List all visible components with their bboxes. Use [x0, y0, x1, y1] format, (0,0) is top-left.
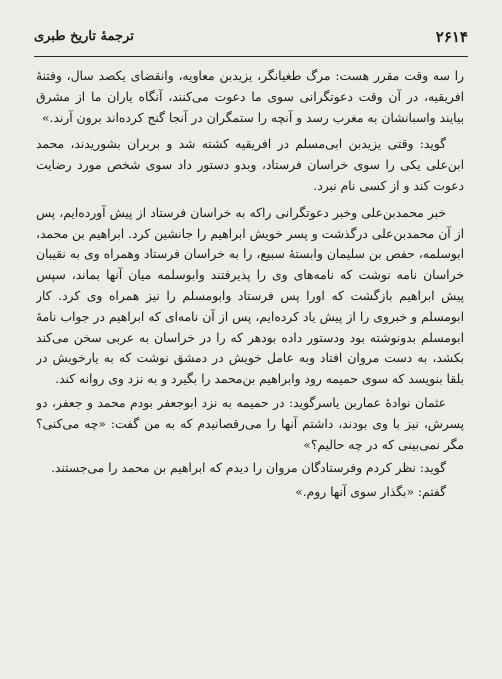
paragraph: گوید: وقتی یزیدبن ابی‌مسلم در افریقیه کشته شد و بربران بشوریدند، محمد ابن‌علی یکی را سوی خراسان فرستاد، وبدو دستور داد سوی شخص مورد رضایت دعوت کند و از کسی نام نبرد.: [36, 137, 464, 193]
body-text: [36, 66, 464, 671]
paragraph: گفتم: «بگذار سوی آنها روم.»: [295, 485, 446, 500]
paragraph: را سه وقت مقرر هست: مرگ طغیانگر، یزیدبن معاویه، وانقضای یکصد سال، وفتنهٔ افریقیه، در آن وقت دعوتگرانی سوی ما دعوت می‌کنند، آنگاه یاران ما از مشرق بیایند واسبانشان به مغرب رسد و آنچه را ستمگران در آنجا گنج کرده‌اند برون آرند.»: [36, 69, 464, 125]
page-header: [34, 22, 468, 52]
paragraph: گوید: نظر کردم وفرستادگان مروان را دیدم که ابراهیم بن محمد را می‌جستند.: [51, 461, 446, 476]
page-number: ۲۶۱۴: [435, 28, 468, 46]
paragraph: خبر محمدبن‌علی وخبر دعوتگرانی راکه به خراسان فرستاد از پیش آورده‌ایم، پس از آن محمدبن‌علی درگذشت و پسر خویش ابراهیم را جانشین کرد. ابراهیم بن محمد، ابوسلمه، حفص بن سلیمان وابستهٔ سبیع، را به خراسان فرستاد وهمراه وی به نقیبان خراسان نامه نوشت که نامه‌های وی را پذیرفتند وابوسلمه میان آنها بماند، سپس پیش ابراهیم بازگشت که اورا پس فرستاد وابومسلم را نیز همراه وی کرد. کار ابومسلم و خبروی را از پیش یاد کرده‌ایم، پس از آن نامه‌ای که ابراهیم در جواب نامهٔ ابومسلم بدونوشته بود ودستور داده بودهر که را در خراسان به عربی سخن می‌کند بکشد، به دست مروان افتاد وبه عامل خویش در دمشق نوشت که به یارخویش در بلقا بنویسد که سوی حمیمه رود وابراهیم بن‌محمد را بگیرد و به نزد وی روانه کند.: [36, 205, 464, 387]
paragraph: عثمان نوادهٔ عماربن یاسرگوید: در حمیمه به نزد ابوجعفر بودم محمد و جعفر، دو پسرش، نیز با وی بودند، داشتم آنها را می‌رقصانیدم که به من گفت: «چه می‌کنی؟ مگر نمی‌بینی که در چه حالیم؟»: [36, 395, 464, 452]
header-divider: [34, 56, 468, 57]
running-title: ترجمهٔ تاریخ طبری: [34, 29, 134, 44]
